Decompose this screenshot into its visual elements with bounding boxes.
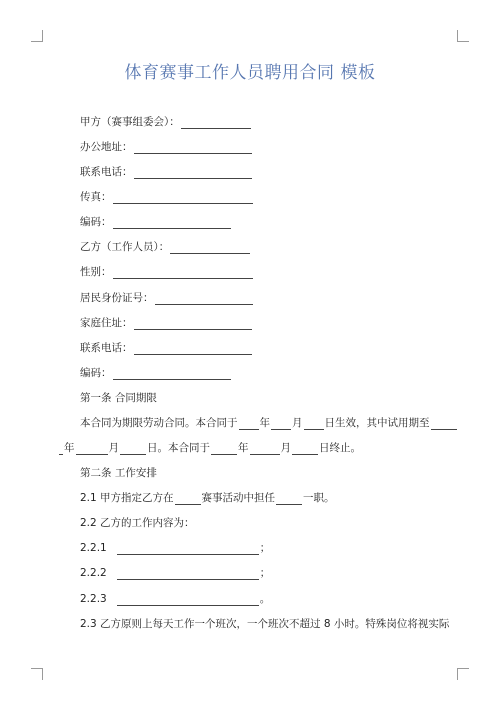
text: 2.3 乙方原则上每天工作一个班次，一个班次不超过 8 小时。特殊岗位将视实际	[80, 618, 450, 630]
field-party-a	[80, 115, 252, 129]
blank-line	[134, 343, 252, 355]
text: 月	[280, 442, 291, 454]
field-label: 甲方（赛事组委会）：	[80, 116, 180, 128]
article-1-heading	[80, 391, 157, 405]
blank-line	[134, 167, 252, 179]
blank-line	[113, 192, 253, 204]
blank-line	[113, 217, 231, 229]
text: 2.2.2	[80, 567, 107, 579]
section-heading: 第二条 工作安排	[80, 467, 157, 479]
field-office-address	[80, 140, 253, 154]
field-fax	[80, 190, 254, 204]
blank-line	[211, 443, 237, 455]
text: 赛事活动中担任	[201, 492, 276, 504]
field-party-b	[80, 240, 251, 254]
blank-line	[117, 543, 259, 555]
blank-line	[431, 418, 457, 430]
blank-line	[76, 443, 108, 455]
text: 2.2 乙方的工作内容为：	[80, 517, 195, 529]
blank-line	[117, 568, 259, 580]
text: 。	[259, 593, 271, 605]
blank-line	[239, 418, 259, 430]
field-phone-b	[80, 341, 253, 355]
field-label: 乙方（工作人员）：	[80, 241, 170, 253]
text: ；	[259, 542, 271, 554]
field-label: 家庭住址：	[80, 317, 133, 329]
text: 本合同为期限劳动合同。本合同于	[80, 417, 238, 429]
field-label: 编码：	[80, 216, 112, 228]
text: 一职。	[303, 492, 335, 504]
blank-line	[250, 443, 280, 455]
document-title: 体育赛事工作人员聘用合同 模板	[124, 63, 376, 83]
field-label: 性别：	[80, 266, 112, 278]
field-id-number	[80, 291, 254, 305]
text: 年	[259, 417, 270, 429]
article-1-line-1	[80, 416, 458, 430]
text: 2.2.1	[80, 542, 107, 554]
field-label: 居民身份证号：	[80, 292, 154, 304]
blank-line	[175, 493, 201, 505]
text: 日。本合同于	[147, 442, 210, 454]
field-postcode-b	[80, 366, 232, 380]
blank-line	[113, 267, 253, 279]
field-label: 传真：	[80, 191, 112, 203]
blank-line	[170, 242, 250, 254]
text: 年	[238, 442, 249, 454]
text: 2.1 甲方指定乙方在	[80, 492, 174, 504]
item-2-1	[80, 491, 335, 505]
blank-line	[59, 443, 63, 455]
article-2-heading	[80, 466, 157, 480]
blank-line	[292, 443, 318, 455]
blank-line	[304, 418, 324, 430]
text: 年	[64, 442, 75, 454]
corner-mark-top-left	[31, 30, 43, 42]
text: 月	[108, 442, 119, 454]
item-2-2	[80, 516, 195, 530]
blank-line	[120, 443, 146, 455]
blank-line	[117, 594, 259, 606]
field-label: 联系电话：	[80, 166, 133, 178]
blank-line	[271, 418, 291, 430]
field-label: 编码：	[80, 367, 112, 379]
field-label: 联系电话：	[80, 342, 133, 354]
field-label: 办公地址：	[80, 141, 133, 153]
blank-line	[276, 493, 302, 505]
field-phone-a	[80, 165, 253, 179]
text: 日终止。	[319, 442, 361, 454]
blank-line	[113, 368, 231, 380]
text: ；	[259, 567, 271, 579]
field-postcode-a	[80, 215, 232, 229]
corner-mark-top-right	[457, 30, 469, 42]
blank-line	[134, 142, 252, 154]
section-heading: 第一条 合同期限	[80, 392, 157, 404]
item-2-3	[80, 617, 449, 631]
item-2-2-3	[80, 592, 270, 606]
text: 日生效，其中试用期至	[324, 417, 430, 429]
item-2-2-2	[80, 566, 270, 580]
field-gender	[80, 265, 254, 279]
corner-mark-bottom-right	[457, 668, 469, 680]
blank-line	[155, 293, 253, 305]
item-2-2-1	[80, 541, 270, 555]
field-home-address	[80, 316, 253, 330]
blank-line	[181, 117, 251, 129]
article-1-line-2	[58, 441, 361, 455]
text: 月	[292, 417, 303, 429]
blank-line	[134, 318, 252, 330]
corner-mark-bottom-left	[31, 668, 43, 680]
text: 2.2.3	[80, 593, 107, 605]
